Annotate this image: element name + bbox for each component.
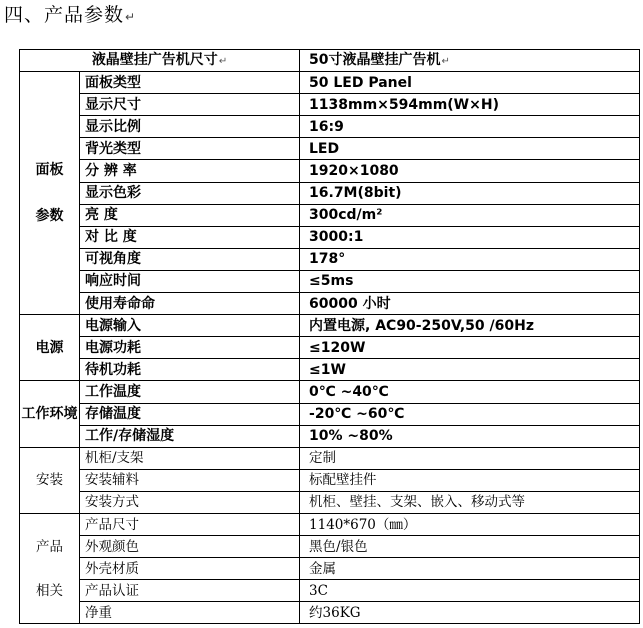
group-panel (20, 72, 80, 315)
table-row (20, 116, 640, 138)
row-value: 1140*670（㎜） (300, 513, 640, 535)
group-product (20, 513, 80, 623)
row-value: ≤120W (300, 337, 640, 359)
row-label: 可视角度 (80, 248, 300, 270)
row-value: -20℃ ~60℃ (300, 403, 640, 425)
table-row (20, 204, 640, 226)
row-label: 对 比 度 (80, 226, 300, 248)
table-row (20, 315, 640, 337)
row-label: 产品尺寸 (80, 513, 300, 535)
return-mark-icon: ↵ (125, 10, 137, 24)
return-mark-icon: ↵ (441, 55, 450, 67)
table-row (20, 403, 640, 425)
table-row (20, 580, 640, 602)
group-panel-line2: 参数 (35, 208, 64, 225)
header-label: 液晶壁挂广告机尺寸 (91, 51, 218, 68)
table-row (20, 337, 640, 359)
row-label: 显示比例 (80, 116, 300, 138)
table-row (20, 94, 640, 116)
row-label: 电源功耗 (80, 337, 300, 359)
row-value: 内置电源, AC90-250V,50 /60Hz (300, 315, 640, 337)
row-value: 机柜、壁挂、支架、嵌入、移动式等 (300, 491, 640, 513)
table-row (20, 226, 640, 248)
row-label: 显示色彩 (80, 182, 300, 204)
group-env-label: 工作环境 (21, 406, 78, 423)
row-value: 10% ~80% (300, 425, 640, 447)
group-product-line2: 相关 (36, 582, 63, 599)
table-row (20, 381, 640, 403)
table-row (20, 182, 640, 204)
table-row (20, 248, 640, 270)
row-label: 显示尺寸 (80, 94, 300, 116)
row-label: 外壳材质 (80, 558, 300, 580)
table-row (20, 513, 640, 535)
table-row (20, 359, 640, 381)
table-row (20, 425, 640, 447)
row-label: 使用寿命命 (80, 293, 300, 315)
row-label: 待机功耗 (80, 359, 300, 381)
row-label: 安装方式 (80, 491, 300, 513)
row-value: 约36KG (300, 602, 640, 624)
row-label: 存储温度 (80, 403, 300, 425)
row-value: 16.7M(8bit) (300, 182, 640, 204)
group-power-label: 电源 (35, 339, 64, 356)
table-row (20, 491, 640, 513)
row-value: 黑色/银色 (300, 536, 640, 558)
row-value: LED (300, 138, 640, 160)
row-label: 安装辅料 (80, 469, 300, 491)
table-row (20, 602, 640, 624)
group-install (20, 447, 80, 513)
table-row (20, 72, 640, 94)
row-label: 净重 (80, 602, 300, 624)
row-label: 机柜/支架 (80, 447, 300, 469)
section-title: 四、产品参数 (4, 4, 125, 26)
row-value: 300cd/m² (300, 204, 640, 226)
row-value: 金属 (300, 558, 640, 580)
row-label: 响应时间 (80, 270, 300, 292)
header-label-cell (20, 50, 300, 72)
table-row (20, 558, 640, 580)
table-row (20, 50, 640, 72)
row-value: 16:9 (300, 116, 640, 138)
table-row (20, 469, 640, 491)
row-value: ≤5ms (300, 270, 640, 292)
table-row (20, 138, 640, 160)
header-value-cell (300, 50, 640, 72)
row-label: 产品认证 (80, 580, 300, 602)
row-label: 面板类型 (80, 72, 300, 94)
row-value: ≤1W (300, 359, 640, 381)
row-value: 178° (300, 248, 640, 270)
row-value: 1920×1080 (300, 160, 640, 182)
row-label: 分 辨 率 (80, 160, 300, 182)
table-row (20, 270, 640, 292)
row-value: 标配壁挂件 (300, 469, 640, 491)
row-value: 50 LED Panel (300, 72, 640, 94)
table-row (20, 447, 640, 469)
table-row (20, 160, 640, 182)
table-row (20, 536, 640, 558)
section-heading (4, 2, 136, 30)
group-install-label: 安装 (36, 472, 63, 489)
row-label: 背光类型 (80, 138, 300, 160)
product-spec-table (19, 49, 640, 624)
row-value: 定制 (300, 447, 640, 469)
group-power (20, 315, 80, 381)
row-label: 工作温度 (80, 381, 300, 403)
group-env (20, 381, 80, 447)
row-value: 60000 小时 (300, 293, 640, 315)
row-value: 1138mm×594mm(W×H) (300, 94, 640, 116)
row-label: 电源输入 (80, 315, 300, 337)
header-value: 50寸液晶壁挂广告机 (309, 51, 441, 68)
row-label: 亮 度 (80, 204, 300, 226)
group-product-line1: 产品 (36, 538, 63, 555)
row-value: 3C (300, 580, 640, 602)
table-row (20, 293, 640, 315)
row-label: 工作/存储湿度 (80, 425, 300, 447)
row-value: 3000:1 (300, 226, 640, 248)
group-panel-line1: 面板 (35, 162, 64, 179)
row-value: 0℃ ~40℃ (300, 381, 640, 403)
return-mark-icon: ↵ (218, 55, 228, 67)
row-label: 外观颜色 (80, 536, 300, 558)
